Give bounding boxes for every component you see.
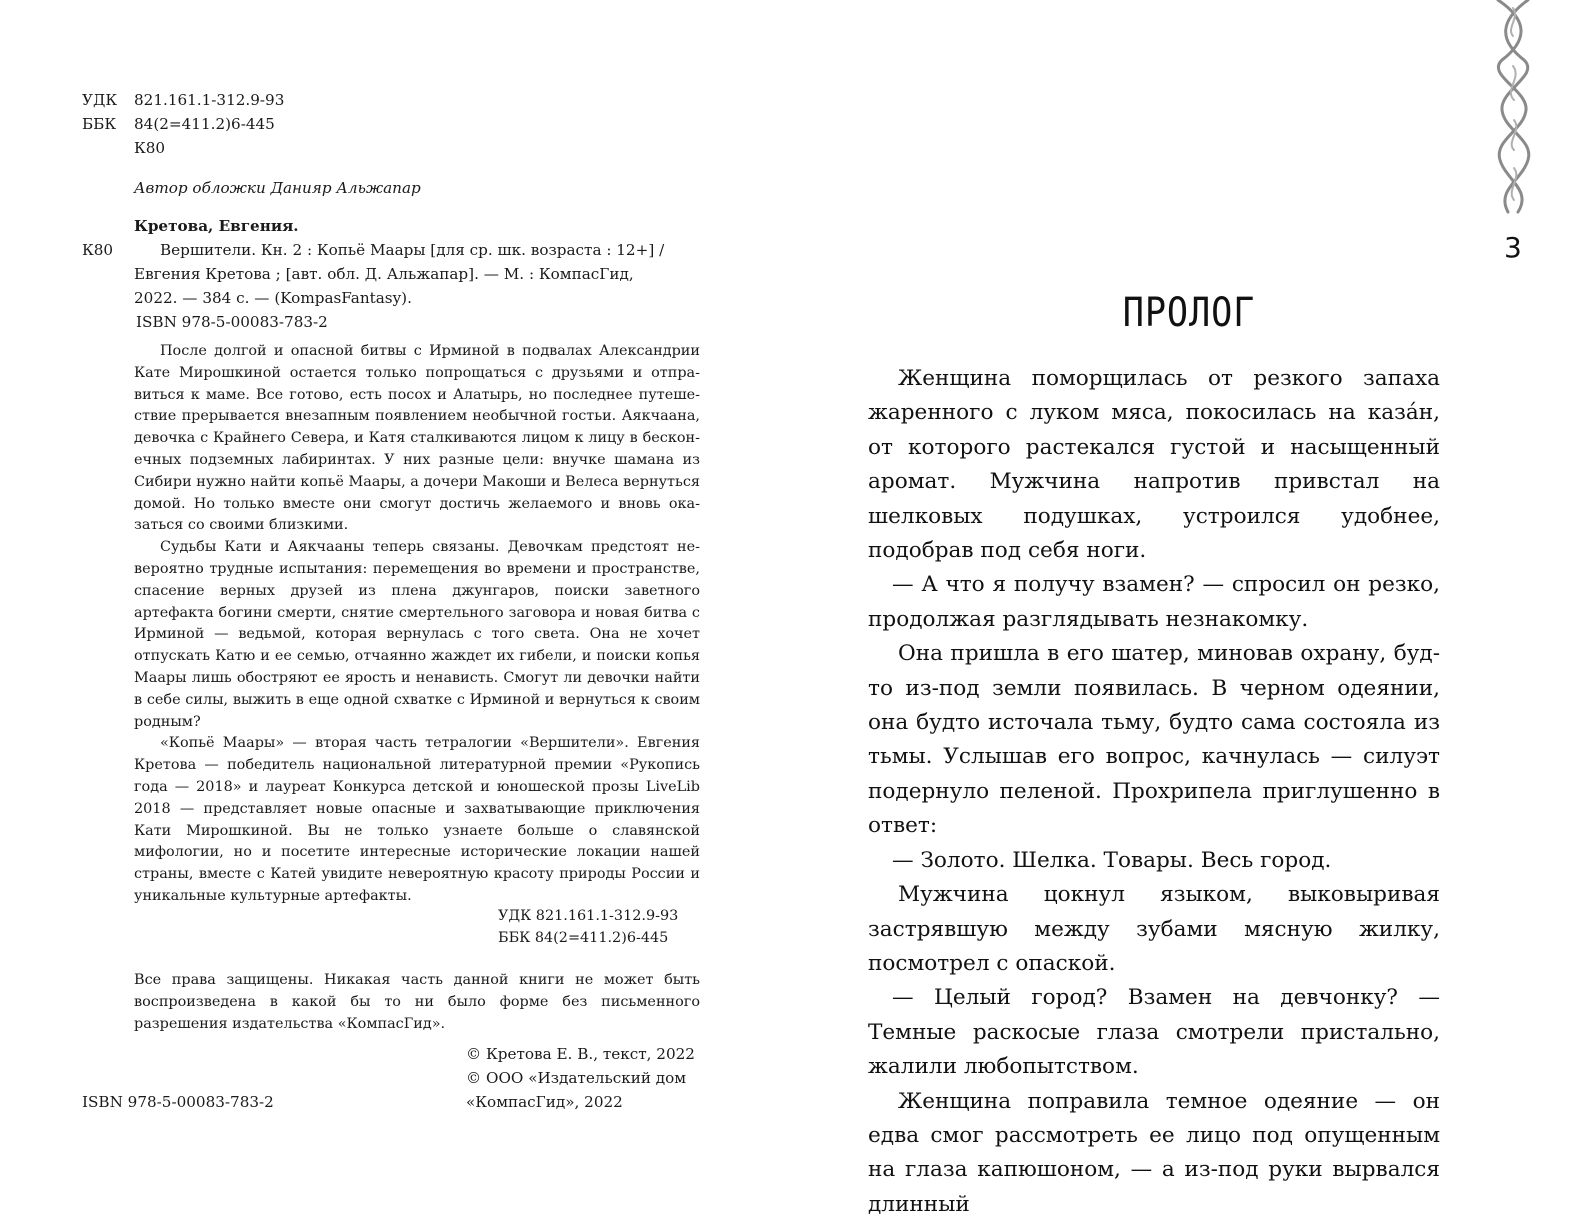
biblio-row-bbk — [82, 112, 284, 136]
left-page — [0, 0, 794, 1191]
cover-author: Автор обложки Данияр Альжапар — [134, 179, 421, 197]
body-paragraph: Женщина поправила темное одеяние — он едва смог рассмотреть ее лицо под опущенным на глаза капюшоном, — а из-под руки вырвался длинный — [868, 1088, 1440, 1217]
bbk-code: ББК 84(2=411.2)6-445 — [498, 930, 669, 946]
udk-code: УДК 821.161.1-312.9-93 — [498, 908, 679, 924]
body-text — [868, 362, 1440, 1222]
copyright-line: «КомпасГид», 2022 — [466, 1093, 623, 1111]
biblio-key — [82, 136, 134, 160]
entry-line: Евгения Кретова ; [авт. обл. Д. Альжапар]. — М. : КомпасГид, — [134, 265, 634, 283]
dialog-paragraph: — А что я получу взамен? — спросил он резко, продолжая разглядывать незнакомку. — [868, 572, 1440, 632]
biblio-key: ББК — [82, 115, 117, 133]
dialog-paragraph: — Золото. Шелка. Товары. Весь город. — [892, 847, 1332, 873]
annotation-paragraph: «Копьё Маары» — вторая часть тетралогии «Вершители». Евгения Кретова — победитель национальной литературной премии «Рукопись года — 2018» и лауреат Конкурса детской и юношеской прозы LiveLib 2018 — представляет новые опасные и захватывающие приключения Кати Мирошкиной. Вы не только узнаете больше о славянской мифологии, но и посетите интересные исторические локации нашей страны, вместе с Катей увидите невероятную красоту природы России и уникальные культурные артефакты. — [134, 735, 700, 904]
right-page — [794, 0, 1588, 1217]
chapter-title: ПРОЛОГ — [1122, 290, 1256, 336]
biblio-value: К80 — [134, 139, 166, 157]
annotation-paragraph: Судьбы Кати и Аякчааны теперь связаны. Девочкам предстоят невероятно трудные испытания: перемещения во времени и пространстве, спасение верных друзей из плена джунгаров, поиски заветного артефакта богини смерти, снятие смертельного заговора и новая битва с Ирминой — ведьмой, которая вернулась с того света. Она не хочет отпускать Катю и ее семью, отчаянно жаждет их гибели, и поиски копья Маары лишь обостряют ее ярость и ненависть. Смогут ли девочки найти в себе силы, выжить в еще одной схватке с Ирминой и вернуться к своим родным? — [134, 539, 700, 730]
isbn: ISBN 978-5-00083-783-2 — [136, 313, 328, 331]
body-paragraph: Женщина поморщилась от резкого запаха жаренного с луком мяса, покосилась на казáн, от которого растекался густой и насыщенный аромат. Мужчина напротив привстал на шелковых подушках, устроился удобнее, подобрав под себя ноги. — [868, 366, 1440, 564]
copyright-line: © ООО «Издательский дом — [466, 1069, 687, 1087]
copyright-block — [466, 1042, 695, 1114]
knot-ornament-icon — [1488, 0, 1540, 215]
entry-line: 2022. — 384 с. — (KompasFantasy). — [134, 289, 412, 307]
body-paragraph: Мужчина цокнул языком, выковыривая застрявшую между зубами мясную жилку, посмотрел с опаской. — [868, 882, 1440, 976]
page-number: 3 — [1504, 231, 1522, 264]
call-number: К80 — [82, 241, 114, 259]
annotation-paragraph: После долгой и опасной битвы с Ирминой в подвалах Александрии Кате Мирошкиной остается только попрощаться с друзьями и отправиться к маме. Все готово, есть посох и Алатырь, но последнее путешествие прерывается внезапным появлением необычной гостьи. Аякчаана, девочка с Крайнего Севера, и Катя сталкиваются лицом к лицу в бесконечных подземных лабиринтах. У них разные цели: внучке шамана из Сибири нужно найти копьё Маары, а дочери Макоши и Велеса вернуться домой. Но только вместе они смогут достичь желаемого и вновь оказаться со своими близкими. — [134, 343, 700, 534]
biblio-value: 84(2=411.2)6-445 — [134, 115, 275, 133]
biblio-codes — [82, 88, 284, 160]
biblio-value: 821.161.1-312.9-93 — [134, 91, 285, 109]
isbn-bottom: ISBN 978-5-00083-783-2 — [82, 1093, 274, 1111]
rights-notice: Все права защищены. Никакая часть данной книги не может быть воспроизведена в какой бы то ни было форме без письменного разрешения издательства «КомпасГид». — [134, 972, 700, 1032]
biblio-row-author-mark — [82, 136, 284, 160]
catalog-entry — [134, 238, 700, 310]
body-paragraph: Она пришла в его шатер, миновав охрану, будто из-под земли появилась. В черном одеянии, она будто источала тьму, будто сама состояла из тьмы. Услышав его вопрос, качнулась — силуэт подернуло пеленой. Прохрипела приглушенно в ответ: — [868, 641, 1440, 839]
classification-codes — [498, 905, 678, 949]
copyright-line: © Кретова Е. В., текст, 2022 — [466, 1045, 695, 1063]
dialog-paragraph: — Целый город? Взамен на девчонку? — Темные раскосые глаза смотрели пристально, жалили любопытством. — [868, 985, 1440, 1080]
annotation — [134, 341, 700, 908]
biblio-row-udk — [82, 88, 284, 112]
biblio-key: УДК — [82, 91, 118, 109]
entry-line: Вершители. Кн. 2 : Копьё Маары [для ср. шк. возраста : 12+] / — [160, 241, 665, 259]
author-heading: Кретова, Евгения. — [134, 217, 299, 235]
